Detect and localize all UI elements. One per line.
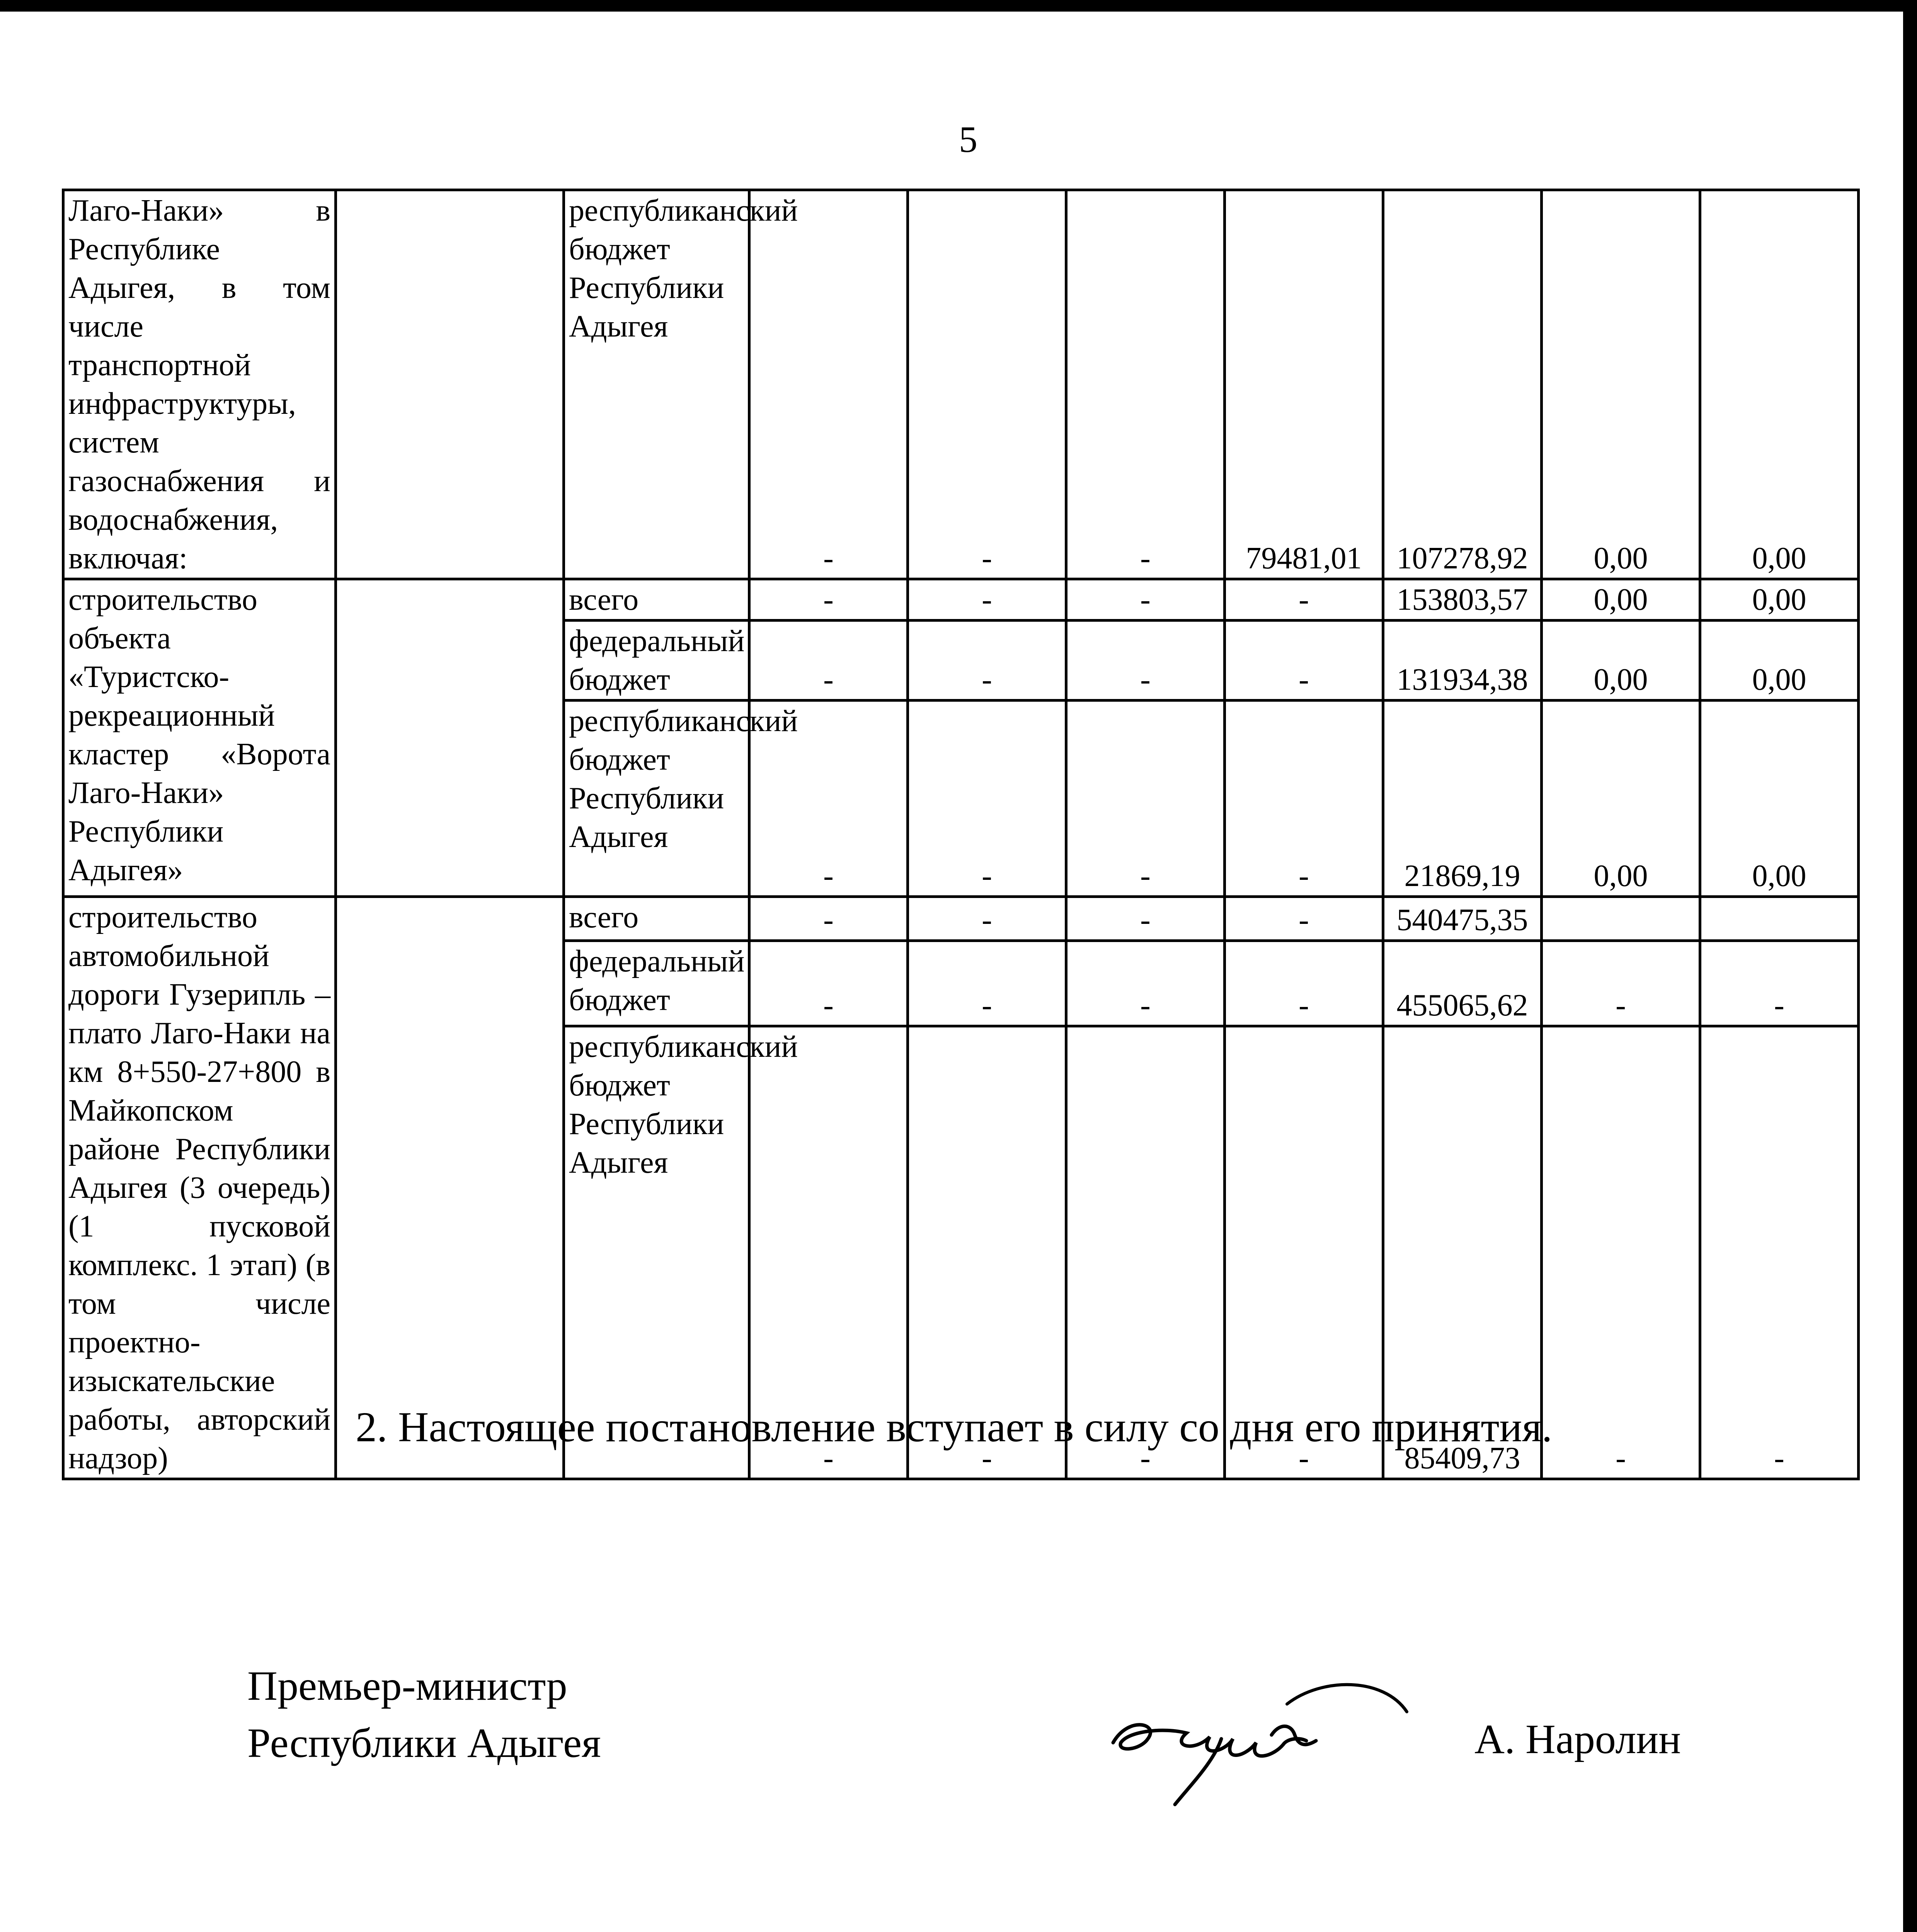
- funding-source: республиканский бюджет Республики Адыгея: [564, 190, 749, 579]
- value-cell: -: [1066, 621, 1225, 701]
- value-cell: 0,00: [1700, 190, 1859, 579]
- value-cell: -: [1542, 941, 1700, 1026]
- value-cell: -: [908, 897, 1066, 941]
- signer-position-line: Премьер-министр: [247, 1663, 567, 1709]
- value-cell: [1700, 897, 1859, 941]
- value-cell: -: [749, 579, 908, 621]
- value-cell: 85409,73: [1383, 1026, 1542, 1479]
- value-cell: 79481,01: [1225, 190, 1383, 579]
- value-cell: 153803,57: [1383, 579, 1542, 621]
- value-cell: [1542, 897, 1700, 941]
- signer-name: А. Наролин: [1474, 1716, 1681, 1762]
- value-cell: -: [1225, 1026, 1383, 1479]
- value-cell: 0,00: [1700, 621, 1859, 701]
- value-cell: -: [749, 1026, 908, 1479]
- funding-source: республиканский бюджет Республики Адыгея: [564, 701, 749, 897]
- page-number: 5: [959, 119, 977, 160]
- funding-source: всего: [564, 579, 749, 621]
- value-cell: -: [1066, 579, 1225, 621]
- empty-cell: [336, 897, 564, 1479]
- row-label: строительство объекта «Туристско-рекреационный кластер «Ворота Лаго-Наки» Республики Адыгея»: [63, 579, 336, 897]
- value-cell: -: [749, 190, 908, 579]
- value-cell: 0,00: [1542, 579, 1700, 621]
- value-cell: 107278,92: [1383, 190, 1542, 579]
- value-cell: -: [1542, 1026, 1700, 1479]
- value-cell: 455065,62: [1383, 941, 1542, 1026]
- signer-position: [247, 1658, 601, 1772]
- value-cell: 540475,35: [1383, 897, 1542, 941]
- effective-date-clause: 2. Настоящее постановление вступает в силу со дня его принятия.: [356, 1403, 1553, 1451]
- row-label: строительство автомобильной дороги Гузерипль – плато Лаго-Наки на км 8+550-27+800 в Майкопском районе Республики Адыгея (3 очередь) (1 пусковой комплекс. 1 этап) (в том числе проектно-изыскательские работы, авторский надзор): [63, 897, 336, 1479]
- value-cell: -: [749, 941, 908, 1026]
- value-cell: -: [749, 701, 908, 897]
- value-cell: -: [908, 621, 1066, 701]
- value-cell: -: [1700, 1026, 1859, 1479]
- value-cell: -: [1066, 941, 1225, 1026]
- value-cell: -: [908, 941, 1066, 1026]
- scan-edge-right: [1903, 0, 1917, 1932]
- value-cell: 0,00: [1542, 190, 1700, 579]
- value-cell: -: [908, 701, 1066, 897]
- value-cell: 0,00: [1700, 579, 1859, 621]
- funding-source: республиканский бюджет Республики Адыгея: [564, 1026, 749, 1479]
- value-cell: -: [1066, 701, 1225, 897]
- row-label: Лаго-Наки» в Республике Адыгея, в том числе транспортной инфраструктуры, систем газоснабжения и водоснабжения, включая:: [63, 190, 336, 579]
- handwritten-signature: [1105, 1669, 1422, 1812]
- funding-source: федеральный бюджет: [564, 621, 749, 701]
- signer-position-line: Республики Адыгея: [247, 1720, 601, 1766]
- table-row: [63, 897, 1859, 941]
- value-cell: -: [908, 1026, 1066, 1479]
- value-cell: -: [1066, 897, 1225, 941]
- table-row: [63, 190, 1859, 579]
- value-cell: -: [908, 579, 1066, 621]
- value-cell: 21869,19: [1383, 701, 1542, 897]
- value-cell: 0,00: [1700, 701, 1859, 897]
- funding-source: всего: [564, 897, 749, 941]
- value-cell: -: [1066, 190, 1225, 579]
- value-cell: -: [1225, 579, 1383, 621]
- value-cell: 0,00: [1542, 621, 1700, 701]
- value-cell: -: [1700, 941, 1859, 1026]
- value-cell: -: [1066, 1026, 1225, 1479]
- value-cell: -: [1225, 941, 1383, 1026]
- empty-cell: [336, 190, 564, 579]
- scan-edge-top: [0, 0, 1917, 12]
- empty-cell: [336, 579, 564, 897]
- value-cell: -: [749, 897, 908, 941]
- value-cell: -: [1225, 621, 1383, 701]
- value-cell: 131934,38: [1383, 621, 1542, 701]
- funding-source: федеральный бюджет: [564, 941, 749, 1026]
- budget-table: [62, 189, 1860, 1480]
- value-cell: -: [1225, 701, 1383, 897]
- value-cell: -: [1225, 897, 1383, 941]
- value-cell: -: [749, 621, 908, 701]
- value-cell: 0,00: [1542, 701, 1700, 897]
- table-row: [63, 579, 1859, 621]
- value-cell: -: [908, 190, 1066, 579]
